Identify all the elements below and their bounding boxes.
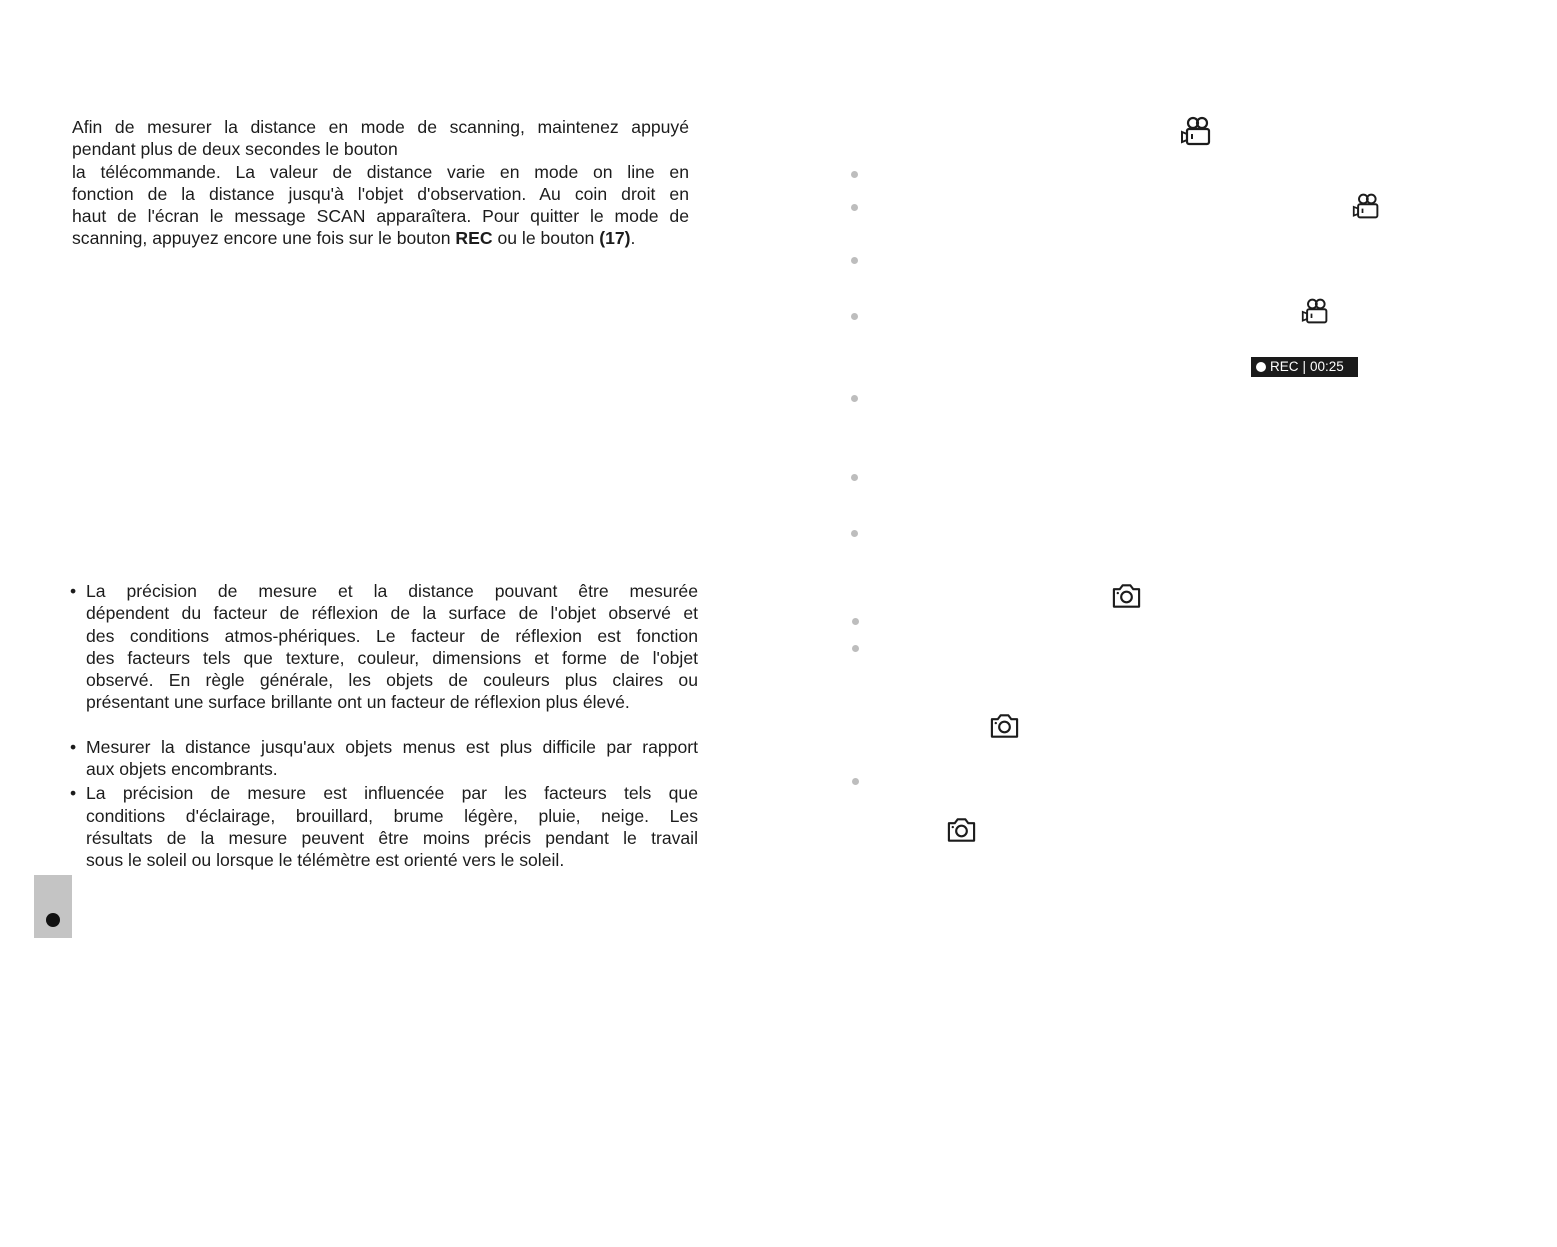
bullet-dot bbox=[852, 618, 859, 625]
scan-line-1: Afin de mesurer la distance en mode de scanning, maintenez appuyé bbox=[72, 117, 689, 137]
video-camera-icon bbox=[1301, 297, 1329, 325]
note-item: • La précision de mesure est influencée par les facteurs tels que conditions d'éclairage, brouillard, brume légère, pluie, neige. Les résultats de la mesure peuvent être moins précis pendant le travail sous le soleil ou lorsque le télémètre est orienté vers le soleil. bbox=[70, 783, 698, 871]
scan-mode-paragraph bbox=[72, 116, 689, 250]
rec-time: 00:25 bbox=[1310, 359, 1344, 374]
video-camera-icon bbox=[1352, 192, 1380, 220]
video-camera-icon bbox=[1180, 115, 1212, 147]
photo-camera-icon bbox=[1111, 582, 1142, 610]
bullet-dot bbox=[851, 257, 858, 264]
scan-line-6: scanning, appuyez encore une fois sur le bouton REC ou le bouton (17). bbox=[72, 228, 636, 249]
measurement-notes bbox=[70, 580, 698, 872]
scan-line-5: haut de l'écran le message SCAN apparaîtera. Pour quitter le mode de bbox=[72, 206, 689, 227]
scan-line-3: la télécommande. La valeur de distance varie en mode on line en bbox=[72, 161, 689, 182]
scan-line-4: fonction de la distance jusqu'à l'objet d'observation. Au coin droit en bbox=[72, 183, 689, 204]
note-item: • Mesurer la distance jusqu'aux objets menus est plus difficile par rapport aux objets encombrants. bbox=[70, 736, 698, 780]
rec-label: REC bbox=[1270, 359, 1299, 374]
bullet-mark: • bbox=[70, 581, 77, 601]
tab-dot bbox=[46, 913, 60, 927]
record-dot-icon bbox=[1256, 362, 1266, 372]
photo-camera-icon bbox=[989, 712, 1020, 740]
bullet-dot bbox=[851, 474, 858, 481]
bullet-dot bbox=[852, 778, 859, 785]
button-number-ref: (17) bbox=[599, 228, 631, 249]
bullet-dot bbox=[851, 395, 858, 402]
bullet-dot bbox=[852, 645, 859, 652]
bullet-mark: • bbox=[70, 783, 77, 804]
rec-button-ref: REC bbox=[455, 228, 493, 249]
bullet-dot bbox=[851, 530, 858, 537]
bullet-dot bbox=[851, 171, 858, 178]
bullet-dot bbox=[851, 313, 858, 320]
rec-separator: | bbox=[1302, 359, 1307, 374]
photo-camera-icon bbox=[946, 816, 977, 844]
note-item: • La précision de mesure et la distance pouvant être mesurée dépendent du facteur de réflexion de la surface de l'objet observé et des conditions atmos-phériques. Le facteur de réflexion est fonction des facteurs tels que texture, couleur, dimensions et forme de l'objet observé. En règle générale, les objets de couleurs plus claires ou présentant une surface brillante ont un facteur de réflexion plus élevé. bbox=[70, 581, 698, 713]
page-side-tab bbox=[34, 875, 72, 938]
bullet-dot bbox=[851, 204, 858, 211]
rec-indicator bbox=[1251, 357, 1358, 377]
bullet-mark: • bbox=[70, 736, 77, 757]
scan-line-2: pendant plus de deux secondes le bouton bbox=[72, 139, 398, 160]
